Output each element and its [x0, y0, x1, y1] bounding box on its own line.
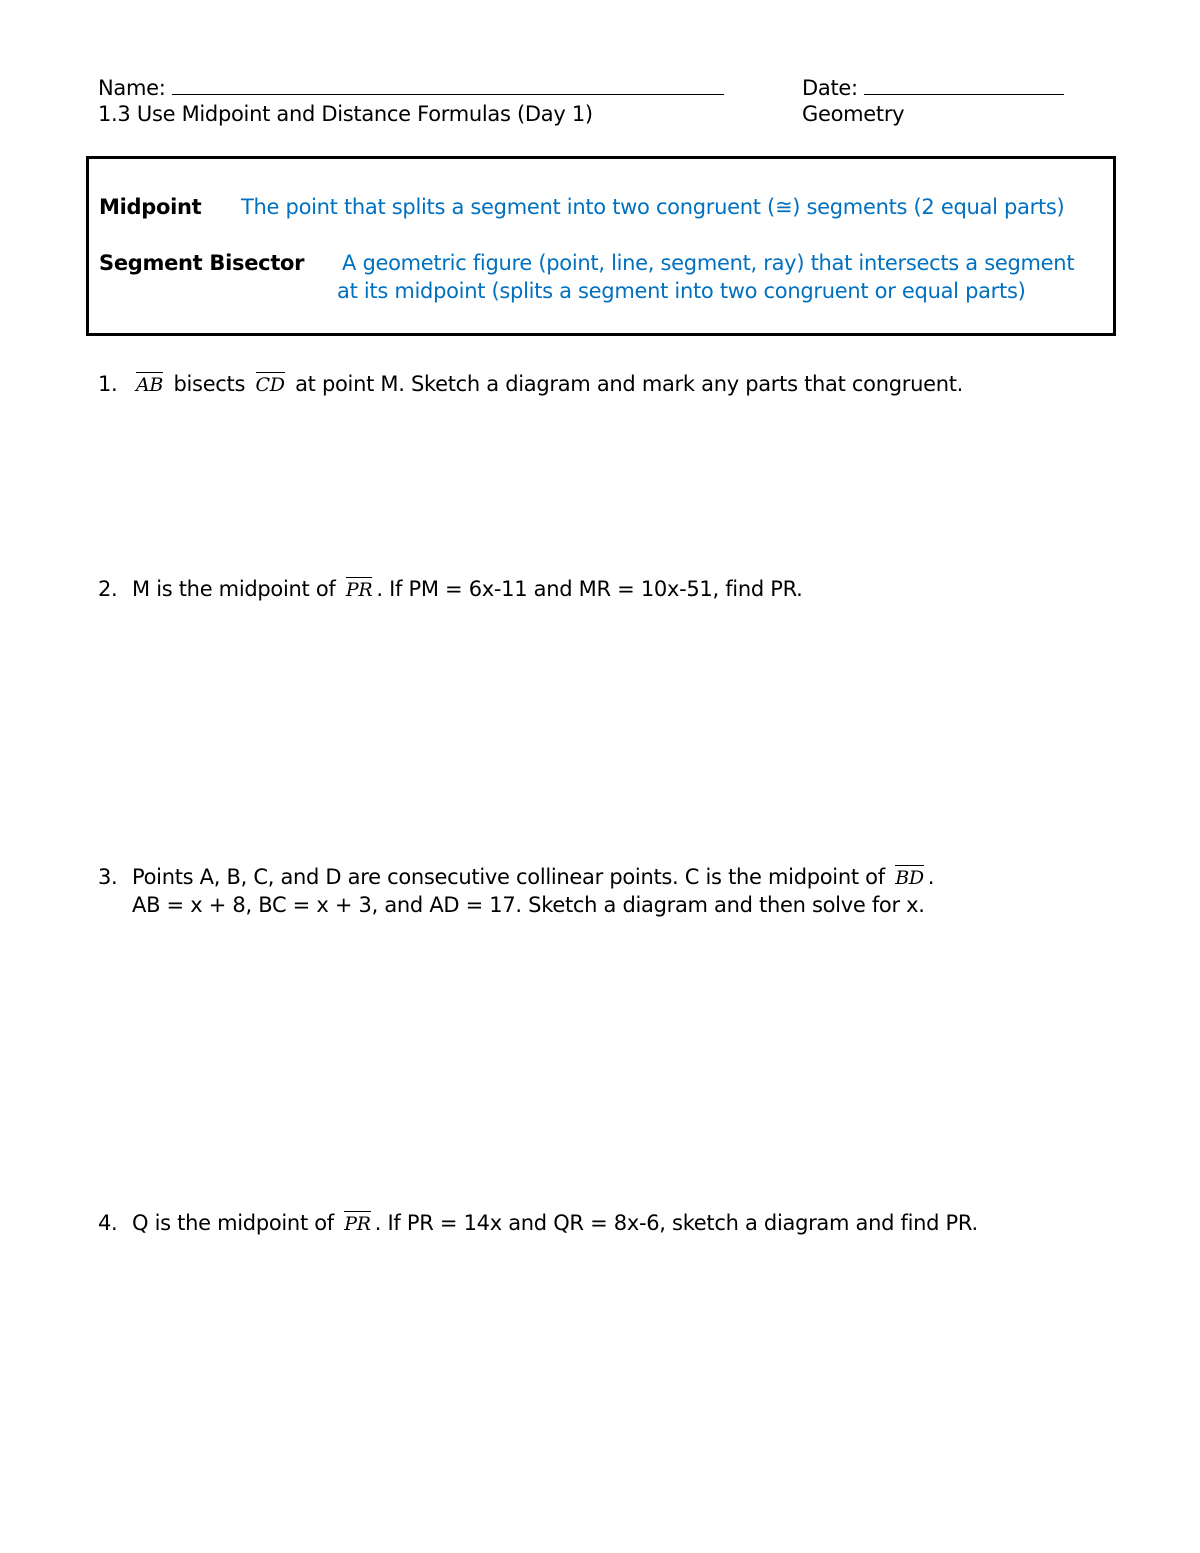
question-4-number: 4.: [98, 1211, 118, 1235]
segment-bisector-definition-line1: A geometric figure (point, line, segment, ray) that intersects a segment: [342, 251, 1075, 275]
question-1: [98, 374, 963, 395]
question-3-line-2: AB = x + 8, BC = x + 3, and AD = 17. Sketch a diagram and then solve for x.: [132, 893, 925, 917]
segment-cd: CD: [252, 376, 289, 395]
name-label: Name:: [98, 76, 166, 100]
lesson-title: 1.3 Use Midpoint and Distance Formulas (Day 1): [98, 102, 593, 126]
segment-bd: BD: [891, 869, 928, 888]
question-2-number: 2.: [98, 577, 118, 601]
question-1-number: 1.: [98, 372, 118, 396]
date-line: [802, 76, 1064, 99]
segment-pr: PR: [342, 581, 377, 600]
date-label: Date:: [802, 76, 858, 100]
question-2: [98, 579, 803, 600]
question-2-text-a: M is the midpoint of: [132, 577, 336, 601]
midpoint-term: Midpoint: [99, 195, 202, 219]
segment-bisector-term: Segment Bisector: [99, 251, 305, 275]
midpoint-definition: The point that splits a segment into two congruent (≅) segments (2 equal parts): [241, 195, 1065, 219]
question-3-text-a: Points A, B, C, and D are consecutive collinear points. C is the midpoint of: [132, 865, 885, 889]
segment-ab: AB: [132, 376, 167, 395]
question-4-text-b: . If PR = 14x and QR = 8x-6, sketch a diagram and find PR.: [374, 1211, 978, 1235]
question-4: [98, 1213, 978, 1234]
definitions-box: [86, 156, 1116, 336]
name-line: [98, 76, 724, 99]
question-1-text-a: bisects: [173, 372, 246, 396]
question-3-number: 3.: [98, 865, 118, 889]
date-blank[interactable]: [864, 76, 1064, 95]
question-1-text-b: at point M. Sketch a diagram and mark any parts that congruent.: [295, 372, 964, 396]
question-2-text-b: . If PM = 6x-11 and MR = 10x-51, find PR.: [376, 577, 803, 601]
question-4-text-a: Q is the midpoint of: [132, 1211, 334, 1235]
question-3: [98, 867, 934, 888]
question-3-text-b: .: [927, 865, 935, 889]
course-name: Geometry: [802, 102, 905, 126]
segment-pr-q4: PR: [340, 1215, 375, 1234]
segment-bisector-definition-line2: at its midpoint (splits a segment into two congruent or equal parts): [337, 279, 1026, 303]
name-blank[interactable]: [172, 76, 724, 95]
